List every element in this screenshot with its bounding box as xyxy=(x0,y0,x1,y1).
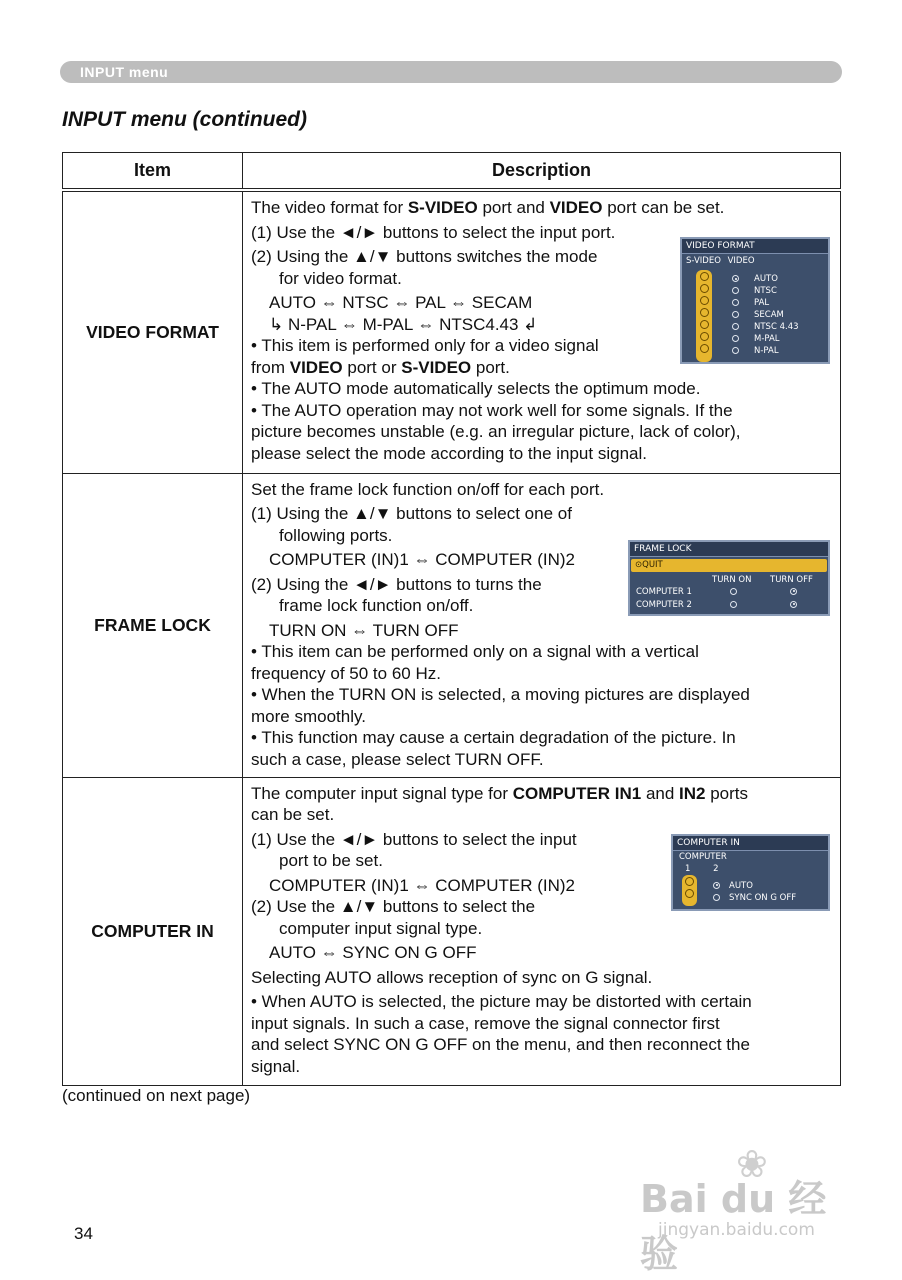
desc-line: port to be set. xyxy=(279,851,383,870)
selected-port-column xyxy=(696,270,712,362)
section-header-label: INPUT menu xyxy=(80,64,169,80)
osd-option: PAL xyxy=(754,298,770,308)
osd-option: M-PAL xyxy=(754,334,780,344)
osd-row-label: COMPUTER 1 xyxy=(636,586,692,597)
desc-line: please select the mode according to the input signal. xyxy=(251,443,647,463)
radio-icon xyxy=(732,287,739,294)
osd-col-label: TURN ON xyxy=(712,574,752,585)
radio-icon xyxy=(732,335,739,342)
continued-note: (continued on next page) xyxy=(62,1086,251,1105)
table-header-row xyxy=(63,153,841,191)
desc-line: The video format for S-VIDEO port and VIDEO port can be set. xyxy=(251,198,725,217)
item-cell: VIDEO FORMAT xyxy=(63,190,243,473)
desc-line: more smoothly. xyxy=(251,706,366,726)
radio-icon xyxy=(790,588,797,595)
radio-icon xyxy=(732,311,739,318)
desc-line: (1) Using the ▲/▼ buttons to select one of xyxy=(251,504,572,523)
desc-line: The computer input signal type for COMPUTER IN1 and IN2 ports xyxy=(251,783,749,803)
watermark-url: jingyan.baidu.com xyxy=(658,1220,815,1240)
desc-line: and select SYNC ON G OFF on the menu, and then reconnect the xyxy=(251,1035,750,1054)
item-cell: FRAME LOCK xyxy=(63,473,243,777)
section-header-bar xyxy=(60,61,842,83)
computer-in-osd xyxy=(671,834,830,911)
desc-line: COMPUTER (IN)1 ⇔ COMPUTER (IN)2 xyxy=(269,550,575,569)
osd-col-label: VIDEO xyxy=(727,256,755,266)
desc-line: ↳ N-PAL ⇔ M-PAL ⇔ NTSC4.43 ↲ xyxy=(269,314,538,334)
osd-option: SECAM xyxy=(754,310,784,320)
osd-option: AUTO xyxy=(754,274,778,284)
description-cell xyxy=(243,473,841,777)
desc-line: input signals. In such a case, remove the signal connector first xyxy=(251,1013,720,1033)
desc-line: COMPUTER (IN)1 ⇔ COMPUTER (IN)2 xyxy=(269,875,575,895)
col-header-item: Item xyxy=(63,153,243,191)
radio-icon xyxy=(732,347,739,354)
desc-line: for video format. xyxy=(279,268,402,288)
desc-line: from VIDEO port or S-VIDEO port. xyxy=(251,357,510,377)
desc-line: (1) Use the ◄/► buttons to select the input port. xyxy=(251,222,616,242)
osd-title: FRAME LOCK xyxy=(630,542,828,557)
desc-line: can be set. xyxy=(251,805,335,824)
desc-line: (1) Use the ◄/► buttons to select the input xyxy=(251,829,577,849)
description-cell xyxy=(243,190,841,473)
osd-option: N-PAL xyxy=(754,346,779,356)
video-format-osd xyxy=(680,237,830,364)
osd-option-list xyxy=(713,880,825,904)
desc-line: • The AUTO mode automatically selects the optimum mode. xyxy=(251,379,701,398)
radio-icon xyxy=(732,323,739,330)
osd-row-label: COMPUTER 2 xyxy=(636,599,692,610)
osd-title: VIDEO FORMAT xyxy=(682,239,828,254)
radio-icon xyxy=(732,299,739,306)
selected-port-column xyxy=(682,875,697,906)
osd-col-label: TURN OFF xyxy=(770,574,813,585)
desc-line: Selecting AUTO allows reception of sync on G signal. xyxy=(251,967,653,987)
desc-line: following ports. xyxy=(279,525,393,545)
radio-icon xyxy=(730,601,737,608)
item-cell: COMPUTER IN xyxy=(63,777,243,1085)
desc-line: • When AUTO is selected, the picture may be distorted with certain xyxy=(251,992,752,1011)
osd-option: NTSC xyxy=(754,286,777,296)
desc-line: (2) Use the ▲/▼ buttons to select the xyxy=(251,897,536,916)
desc-line: picture becomes unstable (e.g. an irregular picture, lack of color), xyxy=(251,422,741,441)
osd-subtitle: COMPUTER xyxy=(679,851,727,862)
table-row xyxy=(63,777,841,1085)
desc-line: • The AUTO operation may not work well for some signals. If the xyxy=(251,400,733,420)
radio-icon xyxy=(732,275,739,282)
radio-icon xyxy=(790,601,797,608)
desc-line: computer input signal type. xyxy=(279,918,483,938)
osd-col-label: S-VIDEO xyxy=(686,256,721,266)
osd-option-list xyxy=(732,273,828,357)
watermark xyxy=(640,1144,860,1276)
radio-icon xyxy=(713,894,720,901)
page-title: INPUT menu (continued) xyxy=(62,108,307,131)
osd-col-label: 1 xyxy=(685,863,691,874)
osd-quit-row: ⊙QUIT xyxy=(631,559,827,572)
desc-line: signal. xyxy=(251,1056,301,1076)
paw-icon: ❀ xyxy=(736,1144,768,1186)
desc-line: AUTO ⇔ NTSC ⇔ PAL ⇔ SECAM xyxy=(269,293,533,312)
desc-line: • When the TURN ON is selected, a moving pictures are displayed xyxy=(251,685,750,704)
desc-line: AUTO ⇔ SYNC ON G OFF xyxy=(269,943,477,962)
menu-table xyxy=(62,152,841,1086)
desc-line: (2) Using the ▲/▼ buttons switches the mode xyxy=(251,247,598,266)
watermark-brand: Bai du 经验 xyxy=(640,1177,827,1276)
osd-option: SYNC ON G OFF xyxy=(729,892,797,903)
col-header-description: Description xyxy=(243,153,841,191)
page-number: 34 xyxy=(74,1224,93,1243)
desc-line: such a case, please select TURN OFF. xyxy=(251,749,544,769)
osd-option: AUTO xyxy=(729,880,753,891)
desc-line: frame lock function on/off. xyxy=(279,596,474,615)
desc-line: • This item can be performed only on a signal with a vertical xyxy=(251,642,699,661)
desc-line: • This function may cause a certain degradation of the picture. In xyxy=(251,728,736,747)
desc-line: frequency of 50 to 60 Hz. xyxy=(251,663,441,683)
osd-option: NTSC 4.43 xyxy=(754,322,799,332)
desc-line: Set the frame lock function on/off for each port. xyxy=(251,479,605,499)
table-row xyxy=(63,190,841,473)
osd-title: COMPUTER IN xyxy=(673,836,828,851)
table-row xyxy=(63,473,841,777)
desc-line: TURN ON ⇔ TURN OFF xyxy=(269,620,459,640)
frame-lock-osd xyxy=(628,540,830,616)
description-cell xyxy=(243,777,841,1085)
desc-line: (2) Using the ◄/► buttons to turns the xyxy=(251,574,542,594)
radio-icon xyxy=(713,882,720,889)
radio-icon xyxy=(730,588,737,595)
desc-line: • This item is performed only for a video signal xyxy=(251,336,599,355)
osd-col-label: 2 xyxy=(713,863,719,874)
